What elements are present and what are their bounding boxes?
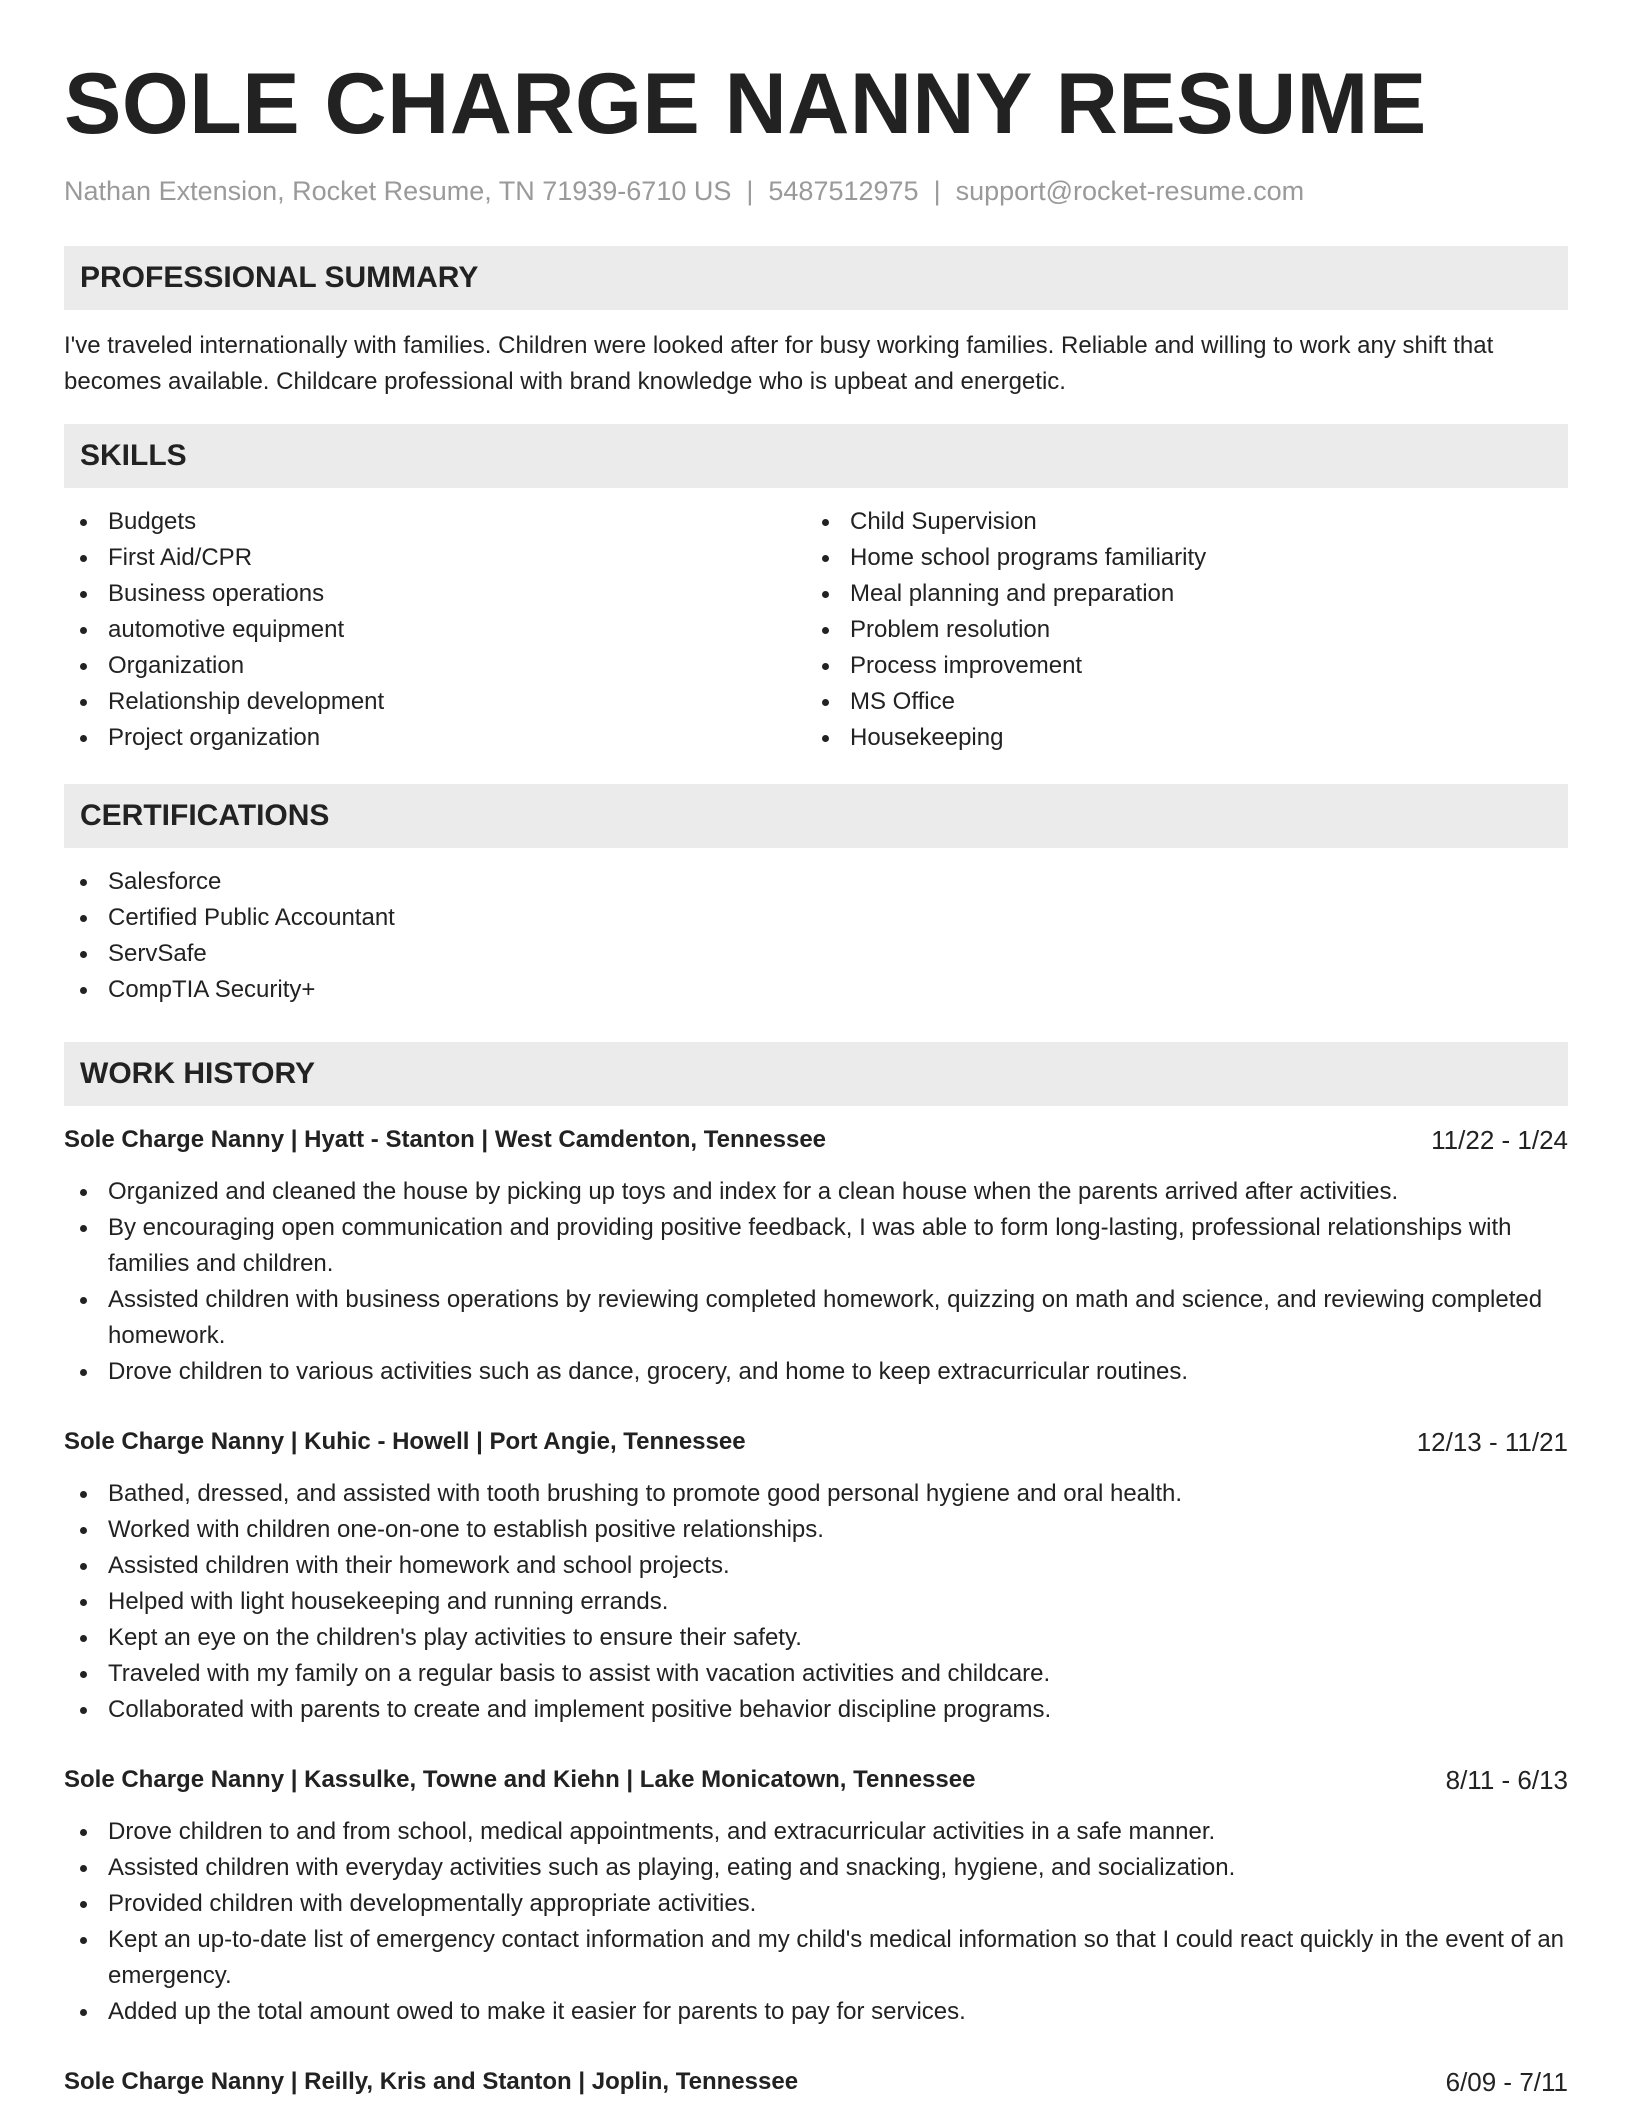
resume-page	[64, 0, 1568, 2100]
job-duty: Bathed, dressed, and assisted with tooth brushing to promote good personal hygiene and oral health.	[64, 1476, 1568, 1512]
contact-phone: 5487512975	[768, 176, 919, 206]
certifications-list	[64, 864, 1568, 1008]
job-dates: 12/13 - 11/21	[1416, 1427, 1568, 1457]
job-duty: Collaborated with parents to create and implement positive behavior discipline programs.	[64, 1692, 1568, 1728]
job-duty: Drove children to various activities such as dance, grocery, and home to keep extracurricular routines.	[64, 1354, 1568, 1390]
job-title: Sole Charge Nanny | Hyatt - Stanton | West Camdenton, Tennessee	[64, 1126, 827, 1153]
job-entry	[64, 1122, 1568, 1390]
contact-separator: |	[933, 176, 941, 206]
skill-item: Relationship development	[64, 684, 806, 720]
job-duty: Worked with children one-on-one to establish positive relationships.	[64, 1512, 1568, 1548]
resume-title: SOLE CHARGE NANNY RESUME	[64, 56, 1427, 152]
job-dates: 11/22 - 1/24	[1431, 1125, 1568, 1155]
skills-list-right	[806, 504, 1548, 756]
skill-item: Child Supervision	[806, 504, 1548, 540]
job-header	[64, 1762, 1568, 1798]
skills-column-left	[64, 504, 806, 756]
job-duty: Organized and cleaned the house by picking up toys and index for a clean house when the parents arrived after activities.	[64, 1174, 1568, 1210]
job-duty: Traveled with my family on a regular basis to assist with vacation activities and childcare.	[64, 1656, 1568, 1692]
job-duty: Assisted children with business operations by reviewing completed homework, quizzing on math and science, and reviewing completed homework.	[64, 1282, 1568, 1354]
skills-heading: SKILLS	[64, 424, 1568, 488]
skill-item: Problem resolution	[806, 612, 1548, 648]
job-header	[64, 1122, 1568, 1158]
skill-item: Business operations	[64, 576, 806, 612]
certification-item: Certified Public Accountant	[64, 900, 1568, 936]
skill-item: Organization	[64, 648, 806, 684]
certification-item: Salesforce	[64, 864, 1568, 900]
job-duties	[64, 1174, 1568, 1390]
job-header	[64, 1424, 1568, 1460]
work-history-heading: WORK HISTORY	[64, 1042, 1568, 1106]
skills-list-left	[64, 504, 806, 756]
job-entry	[64, 1424, 1568, 1728]
skill-item: Budgets	[64, 504, 806, 540]
job-dates: 8/11 - 6/13	[1445, 1765, 1568, 1795]
job-duty: By encouraging open communication and providing positive feedback, I was able to form long-lasting, professional relationships with families and children.	[64, 1210, 1568, 1282]
certification-item: CompTIA Security+	[64, 972, 1568, 1008]
skill-item: First Aid/CPR	[64, 540, 806, 576]
contact-separator: |	[746, 176, 754, 206]
job-header	[64, 2064, 1568, 2100]
job-duty: Provided children with developmentally appropriate activities.	[64, 1886, 1568, 1922]
job-title: Sole Charge Nanny | Reilly, Kris and Stanton | Joplin, Tennessee	[64, 2068, 799, 2095]
job-duties	[64, 1476, 1568, 1728]
job-dates: 6/09 - 7/11	[1445, 2067, 1568, 2097]
summary-text: I've traveled internationally with families. Children were looked after for busy working families. Reliable and willing to work any shift that becomes available. Childcare professional with brand knowledge who is upbeat and energetic.	[64, 332, 1494, 395]
job-duty: Kept an up-to-date list of emergency contact information and my child's medical information so that I could react quickly in the event of an emergency.	[64, 1922, 1568, 1994]
summary-heading: PROFESSIONAL SUMMARY	[64, 246, 1568, 310]
job-entry	[64, 1762, 1568, 2030]
job-duty: Assisted children with their homework and school projects.	[64, 1548, 1568, 1584]
skills-grid	[64, 504, 1568, 756]
skill-item: Housekeeping	[806, 720, 1548, 756]
skill-item: Project organization	[64, 720, 806, 756]
skill-item: MS Office	[806, 684, 1548, 720]
contact-address: Nathan Extension, Rocket Resume, TN 71939-6710 US	[64, 176, 732, 206]
job-title: Sole Charge Nanny | Kuhic - Howell | Port Angie, Tennessee	[64, 1428, 746, 1455]
job-duty: Assisted children with everyday activities such as playing, eating and snacking, hygiene, and socialization.	[64, 1850, 1568, 1886]
job-duties	[64, 1814, 1568, 2030]
contact-email: support@rocket-resume.com	[955, 176, 1305, 206]
skill-item: Home school programs familiarity	[806, 540, 1548, 576]
job-entry	[64, 2064, 1568, 2100]
job-title: Sole Charge Nanny | Kassulke, Towne and Kiehn | Lake Monicatown, Tennessee	[64, 1766, 976, 1793]
contact-line	[64, 174, 1568, 208]
skill-item: Process improvement	[806, 648, 1548, 684]
job-duty: Drove children to and from school, medical appointments, and extracurricular activities in a safe manner.	[64, 1814, 1568, 1850]
job-duty: Helped with light housekeeping and running errands.	[64, 1584, 1568, 1620]
skill-item: automotive equipment	[64, 612, 806, 648]
job-duty: Kept an eye on the children's play activities to ensure their safety.	[64, 1620, 1568, 1656]
job-duty: Added up the total amount owed to make it easier for parents to pay for services.	[64, 1994, 1568, 2030]
certifications-heading: CERTIFICATIONS	[64, 784, 1568, 848]
certification-item: ServSafe	[64, 936, 1568, 972]
skill-item: Meal planning and preparation	[806, 576, 1548, 612]
skills-column-right	[806, 504, 1548, 756]
